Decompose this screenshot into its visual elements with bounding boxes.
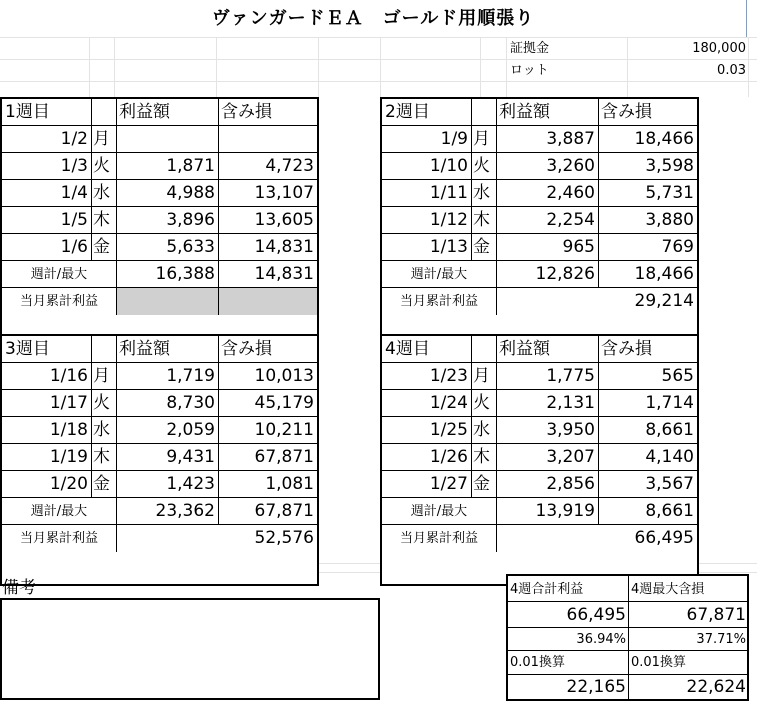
loss-cell: 14,831 xyxy=(254,237,314,257)
monthly-cum-label: 当月累計利益 xyxy=(399,531,478,546)
max-loss-label: 4週最大含損 xyxy=(631,582,705,597)
week-table-3 xyxy=(0,334,319,586)
monthly-cum-label: 当月累計利益 xyxy=(19,531,98,546)
weekly-total-profit: 16,388 xyxy=(155,264,215,284)
weekday-cell: 木 xyxy=(473,447,490,467)
loss-cell: 67,871 xyxy=(254,447,314,467)
weekday-cell: 火 xyxy=(93,393,110,413)
loss-cell: 4,140 xyxy=(645,447,694,467)
profit-cell: 3,950 xyxy=(546,420,595,440)
max-loss-pct: 37.71% xyxy=(696,632,746,647)
loss-header: 含み損 xyxy=(221,339,272,359)
date-cell: 1/18 xyxy=(49,420,88,440)
loss-cell: 3,880 xyxy=(645,210,694,230)
loss-cell: 18,466 xyxy=(634,129,694,149)
blank-cell xyxy=(219,288,317,315)
date-cell: 1/11 xyxy=(429,183,468,203)
lot-label: ロット xyxy=(510,63,549,78)
loss-cell: 565 xyxy=(661,366,694,386)
profit-cell: 1,775 xyxy=(546,366,595,386)
loss-cell: 10,013 xyxy=(254,366,314,386)
conv-value-left: 22,165 xyxy=(566,677,626,697)
weekday-cell: 火 xyxy=(473,156,490,176)
date-cell: 1/23 xyxy=(429,366,468,386)
week-name: 4週目 xyxy=(385,339,430,359)
profit-header: 利益額 xyxy=(499,102,550,122)
weekday-cell: 月 xyxy=(473,366,490,386)
remarks-label: 備考 xyxy=(2,578,36,598)
weekday-cell: 金 xyxy=(93,237,110,257)
weekday-cell: 水 xyxy=(473,183,490,203)
profit-cell: 3,260 xyxy=(546,156,595,176)
weekday-cell: 金 xyxy=(93,474,110,494)
loss-cell xyxy=(218,126,317,153)
profit-cell: 2,131 xyxy=(546,393,595,413)
weekday-cell: 木 xyxy=(473,210,490,230)
profit-cell: 4,988 xyxy=(166,183,215,203)
week-name: 1週目 xyxy=(5,102,50,122)
week-name: 3週目 xyxy=(5,339,50,359)
weekday-cell: 火 xyxy=(93,156,110,176)
date-cell: 1/20 xyxy=(49,474,88,494)
conv-label-left: 0.01換算 xyxy=(510,655,565,670)
weekday-cell: 木 xyxy=(93,447,110,467)
loss-cell: 13,107 xyxy=(254,183,314,203)
monthly-cum-value: 52,576 xyxy=(254,528,314,548)
loss-cell: 3,598 xyxy=(645,156,694,176)
total-profit-value: 66,495 xyxy=(566,605,626,625)
week-table-4 xyxy=(380,334,699,586)
weekday-cell: 水 xyxy=(473,420,490,440)
date-cell: 1/27 xyxy=(429,474,468,494)
profit-cell: 5,633 xyxy=(166,237,215,257)
date-cell: 1/12 xyxy=(429,210,468,230)
profit-cell: 965 xyxy=(562,237,595,257)
weekly-max-loss: 18,466 xyxy=(634,264,694,284)
loss-cell: 10,211 xyxy=(254,420,314,440)
date-cell: 1/13 xyxy=(429,237,468,257)
lot-value: 0.03 xyxy=(717,63,746,78)
profit-cell: 2,460 xyxy=(546,183,595,203)
profit-cell: 8,730 xyxy=(166,393,215,413)
profit-header: 利益額 xyxy=(119,102,170,122)
margin-value: 180,000 xyxy=(692,41,746,56)
date-cell: 1/3 xyxy=(60,156,88,176)
date-cell: 1/24 xyxy=(429,393,468,413)
week-table-2 xyxy=(380,97,699,349)
weekday-cell: 水 xyxy=(93,183,110,203)
date-cell: 1/4 xyxy=(60,183,88,203)
total-profit-label: 4週合計利益 xyxy=(510,582,584,597)
margin-label: 証拠金 xyxy=(510,41,550,56)
weekday-cell: 金 xyxy=(473,474,490,494)
profit-cell: 3,896 xyxy=(166,210,215,230)
weekly-total-label: 週計/最大 xyxy=(30,267,88,282)
weekday-cell: 月 xyxy=(473,129,490,149)
monthly-cum-label: 当月累計利益 xyxy=(19,294,98,309)
date-cell: 1/19 xyxy=(49,447,88,467)
blank-cell xyxy=(117,288,218,315)
weekly-total-label: 週計/最大 xyxy=(410,267,468,282)
weekday-cell: 水 xyxy=(93,420,110,440)
profit-cell: 1,871 xyxy=(166,156,215,176)
loss-header: 含み損 xyxy=(601,102,652,122)
weekly-max-loss: 8,661 xyxy=(645,501,694,521)
profit-cell: 3,207 xyxy=(546,447,595,467)
conv-label-right: 0.01換算 xyxy=(631,655,686,670)
loss-cell: 4,723 xyxy=(265,156,314,176)
date-cell: 1/2 xyxy=(60,129,88,149)
date-cell: 1/17 xyxy=(49,393,88,413)
loss-cell: 769 xyxy=(661,237,694,257)
weekly-total-profit: 23,362 xyxy=(155,501,215,521)
monthly-cum-value: 66,495 xyxy=(634,528,694,548)
loss-cell: 13,605 xyxy=(254,210,314,230)
weekly-total-label: 週計/最大 xyxy=(30,504,88,519)
profit-header: 利益額 xyxy=(499,339,550,359)
loss-cell: 3,567 xyxy=(645,474,694,494)
weekly-total-label: 週計/最大 xyxy=(410,504,468,519)
remarks-box[interactable] xyxy=(0,598,380,700)
profit-cell: 1,423 xyxy=(166,474,215,494)
week-table-1 xyxy=(0,97,319,349)
profit-cell: 3,887 xyxy=(546,129,595,149)
loss-cell: 45,179 xyxy=(254,393,314,413)
loss-header: 含み損 xyxy=(221,102,272,122)
date-cell: 1/9 xyxy=(440,129,468,149)
max-loss-value: 67,871 xyxy=(686,605,746,625)
loss-cell: 1,714 xyxy=(645,393,694,413)
loss-cell: 8,661 xyxy=(645,420,694,440)
monthly-cum-value: 29,214 xyxy=(634,291,694,311)
loss-cell: 1,081 xyxy=(265,474,314,494)
total-profit-pct: 36.94% xyxy=(576,632,626,647)
conv-value-right: 22,624 xyxy=(686,677,746,697)
profit-cell: 1,719 xyxy=(166,366,215,386)
weekly-total-profit: 13,919 xyxy=(535,501,595,521)
weekly-max-loss: 67,871 xyxy=(254,501,314,521)
weekly-max-loss: 14,831 xyxy=(254,264,314,284)
weekday-cell: 月 xyxy=(93,366,110,386)
profit-cell: 2,059 xyxy=(166,420,215,440)
weekday-cell: 月 xyxy=(93,129,110,149)
loss-header: 含み損 xyxy=(601,339,652,359)
summary-table xyxy=(506,574,749,701)
profit-cell xyxy=(116,126,218,153)
weekly-total-profit: 12,826 xyxy=(535,264,595,284)
sheet-title: ヴァンガードＥＡ ゴールド用順張り xyxy=(0,0,747,37)
profit-cell: 2,856 xyxy=(546,474,595,494)
loss-cell: 5,731 xyxy=(645,183,694,203)
weekday-cell: 木 xyxy=(93,210,110,230)
date-cell: 1/6 xyxy=(60,237,88,257)
date-cell: 1/26 xyxy=(429,447,468,467)
date-cell: 1/16 xyxy=(49,366,88,386)
profit-cell: 2,254 xyxy=(546,210,595,230)
weekday-cell: 金 xyxy=(473,237,490,257)
weekday-cell: 火 xyxy=(473,393,490,413)
profit-header: 利益額 xyxy=(119,339,170,359)
monthly-cum-label: 当月累計利益 xyxy=(399,294,478,309)
date-cell: 1/10 xyxy=(429,156,468,176)
date-cell: 1/25 xyxy=(429,420,468,440)
profit-cell: 9,431 xyxy=(166,447,215,467)
week-name: 2週目 xyxy=(385,102,430,122)
date-cell: 1/5 xyxy=(60,210,88,230)
